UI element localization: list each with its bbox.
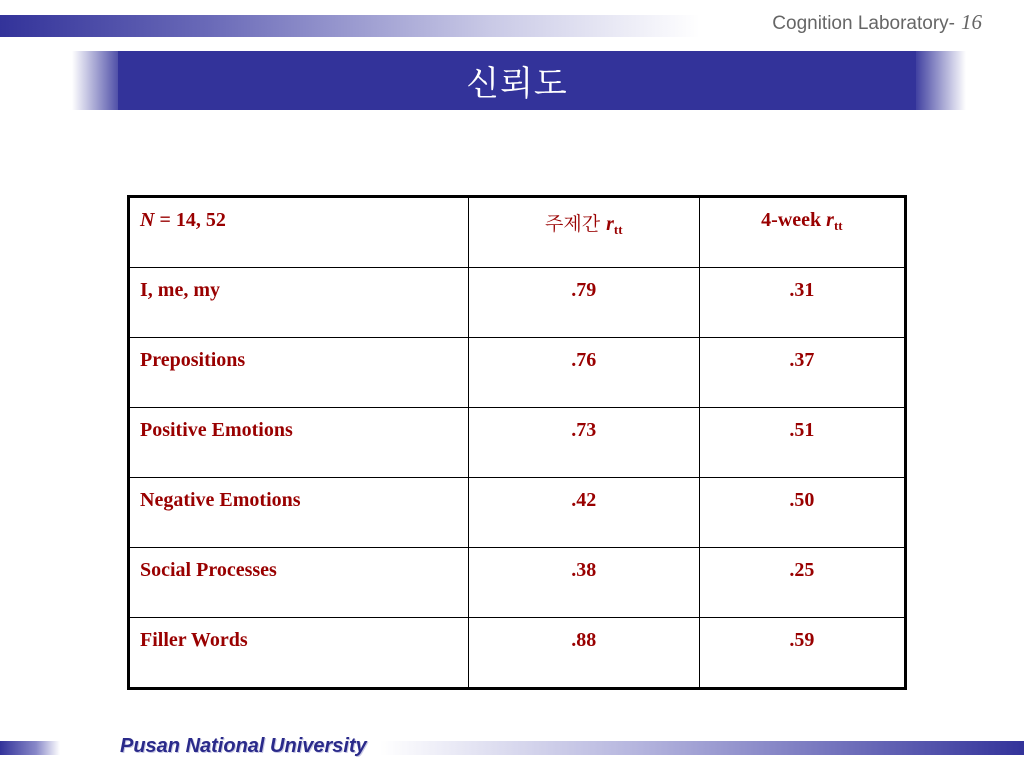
row-label: Prepositions — [129, 338, 469, 408]
header-sample-size — [129, 197, 469, 268]
slide-header — [772, 10, 982, 35]
slide-title: 신뢰도 — [466, 64, 568, 104]
header-between — [468, 197, 699, 268]
table-row — [129, 408, 906, 478]
between-value: .73 — [468, 408, 699, 478]
row-label: I, me, my — [129, 268, 469, 338]
between-value: .42 — [468, 478, 699, 548]
table-row — [129, 338, 906, 408]
header-between-label: 주제간 — [545, 213, 607, 235]
four-week-value: .59 — [699, 618, 905, 689]
table-row — [129, 478, 906, 548]
lab-name: Cognition Laboratory- — [772, 13, 955, 34]
university-name: Pusan National University — [120, 735, 367, 757]
row-label: Positive Emotions — [129, 408, 469, 478]
bottom-right-gradient-bar — [380, 741, 1024, 755]
r-symbol: r — [826, 209, 834, 231]
r-symbol: r — [606, 213, 614, 235]
four-week-value: .37 — [699, 338, 905, 408]
between-value: .88 — [468, 618, 699, 689]
r-subscript: tt — [833, 218, 843, 233]
four-week-value: .31 — [699, 268, 905, 338]
four-week-value: .51 — [699, 408, 905, 478]
between-value: .38 — [468, 548, 699, 618]
table-row — [129, 548, 906, 618]
r-subscript: tt — [613, 222, 623, 237]
row-label: Social Processes — [129, 548, 469, 618]
bottom-left-gradient-bar — [0, 741, 60, 755]
top-gradient-bar — [0, 15, 700, 37]
reliability-table — [127, 195, 907, 690]
header-four-week — [699, 197, 905, 268]
page-number: 16 — [961, 10, 982, 34]
title-band — [72, 51, 966, 110]
table-header-row — [129, 197, 906, 268]
four-week-value: .25 — [699, 548, 905, 618]
header-four-week-label: 4-week — [761, 209, 827, 231]
row-label: Filler Words — [129, 618, 469, 689]
row-label: Negative Emotions — [129, 478, 469, 548]
title-band-inner — [118, 51, 916, 110]
table-row — [129, 618, 906, 689]
between-value: .76 — [468, 338, 699, 408]
n-symbol: N — [140, 209, 155, 231]
between-value: .79 — [468, 268, 699, 338]
table-row — [129, 268, 906, 338]
four-week-value: .50 — [699, 478, 905, 548]
n-value: = 14, 52 — [154, 209, 226, 231]
